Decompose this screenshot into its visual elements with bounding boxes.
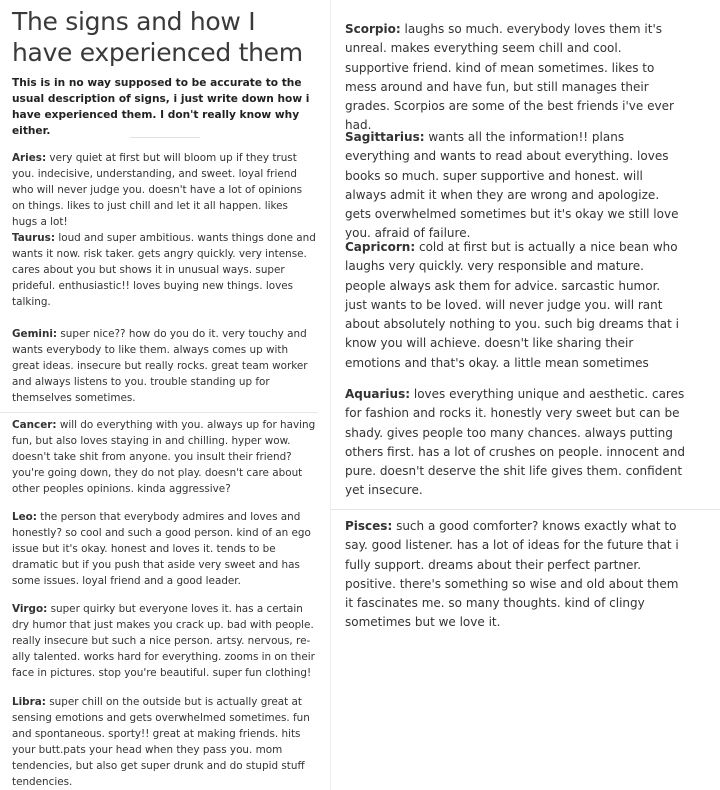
sign-description: wants all the information!! plans everything and wants to read about everything. loves books so much. super supportive and honest. will always admit it when they are wrong and apologize. gets overwhelmed sometimes but it's okay we still love you. afraid of failure. [345, 130, 679, 241]
sign-entry-leo [12, 510, 316, 590]
sign-entry-cancer [12, 418, 316, 498]
divider [130, 137, 200, 138]
sign-name: Taurus: [12, 232, 56, 244]
sign-name: Pisces: [345, 519, 393, 533]
sign-name: Capricorn: [345, 240, 416, 254]
sign-name: Cancer: [12, 419, 57, 431]
sign-name: Leo: [12, 511, 37, 523]
divider [331, 509, 720, 510]
sign-name: Sagittarius: [345, 130, 425, 144]
sign-name: Aquarius: [345, 387, 411, 401]
sign-entry-aquarius [345, 385, 685, 501]
sign-entry-aries [12, 151, 316, 231]
sign-description: will do everything with you. always up for having fun, but also loves staying in and chilling. hyper wow. doesn't take shit from anyone. you insult their friend? you're going down, they do not play. doesn't care about other peoples opinions. kinda aggressive? [12, 419, 316, 495]
sign-name: Libra: [12, 696, 46, 708]
sign-description: super chill on the outside but is actually great at sensing emotions and gets overwhelmed sometimes. fun and spontaneous. sporty!! great at making friends. hits your butt.pats your head when they pass you. mom tendencies, but also get super drunk and do stupid stuff tendencies. [12, 696, 310, 788]
sign-name: Scorpio: [345, 22, 401, 36]
sign-description: such a good comforter? knows exactly what to say. good listener. has a lot of ideas for the future that i fully support. dreams about their perfect partner. positive. there's something so wise and old about them it fascinates me. so many thoughts. kind of clingy sometimes but we love it. [345, 519, 679, 630]
left-column [0, 0, 330, 790]
sign-description: the person that everybody admires and loves and honestly? so cool and such a good person. kind of an ego issue but it's okay. honest and loves it. tends to be dramatic but if you push that aside very sweet and has some issues. loyal friend and a good leader. [12, 511, 311, 587]
sign-name: Gemini: [12, 328, 58, 340]
page-title: The signs and how I have experienced them [12, 7, 303, 67]
sign-description: very quiet at first but will bloom up if they trust you. indecisive, understanding, and sweet. loyal friend who will never judge you. doesn't have a lot of opinions on things. likes to just chill and let it all happen. likes hugs a lot! [12, 152, 303, 228]
sign-description: super nice?? how do you do it. very touchy and wants everybody to like them. always comes up with great ideas. insecure but really rocks. great team worker and always listens to you. trouble standing up for themselves sometimes. [12, 328, 308, 404]
intro-text: This is in no way supposed to be accurate to the usual description of signs, i just write down how i have experienced them. I don't really know why either. [12, 77, 310, 137]
sign-name: Aries: [12, 152, 47, 164]
sign-description: cold at first but is actually a nice bean who laughs very quickly. very responsible and mature. people always ask them for advice. sarcastic humor. just wants to be loved. will never judge you. will rant about absolutely nothing to you. such big dreams that i know you will achieve. doesn't like sharing their emotions and that's okay. a little mean sometimes [345, 240, 680, 370]
sign-entry-taurus [12, 231, 316, 311]
sign-name: Virgo: [12, 603, 48, 615]
sign-description: loves everything unique and aesthetic. cares for fashion and rocks it. honestly very sweet but can be shady. gives people too many chances. always putting others first. has a lot of crushes on people. innocent and pure. doesn't deserve the shit life gives them. confident yet insecure. [345, 387, 685, 498]
sign-entry-gemini [12, 327, 316, 407]
right-column [331, 0, 720, 790]
sign-description: loud and super ambitious. wants things done and wants it now. risk taker. gets angry quickly. very intense. cares about you but shows it in unusual ways. super prideful. enthusiastic!! loves buying new things. loves talking. [12, 232, 316, 308]
sign-entry-libra [12, 695, 316, 790]
sign-entry-capricorn [345, 238, 685, 373]
sign-description: laughs so much. everybody loves them it's unreal. makes everything seem chill and cool. supportive friend. kind of mean sometimes. likes to mess around and have fun, but still manages their grades. Scorpios are some of the best friends i've ever had. [345, 22, 674, 133]
sign-entry-pisces [345, 517, 685, 633]
sign-entry-virgo [12, 602, 316, 682]
sign-entry-sagittarius [345, 128, 685, 244]
sign-entry-scorpio [345, 20, 685, 136]
sign-description: super quirky but everyone loves it. has a certain dry humor that just makes you crack up. bad with people. really insecure but such a nice person. artsy. nervous, re-ally talented. works hard for everything. zooms in on their face in pictures. stop you're beautiful. super fun clothing! [12, 603, 315, 679]
divider [0, 412, 318, 413]
